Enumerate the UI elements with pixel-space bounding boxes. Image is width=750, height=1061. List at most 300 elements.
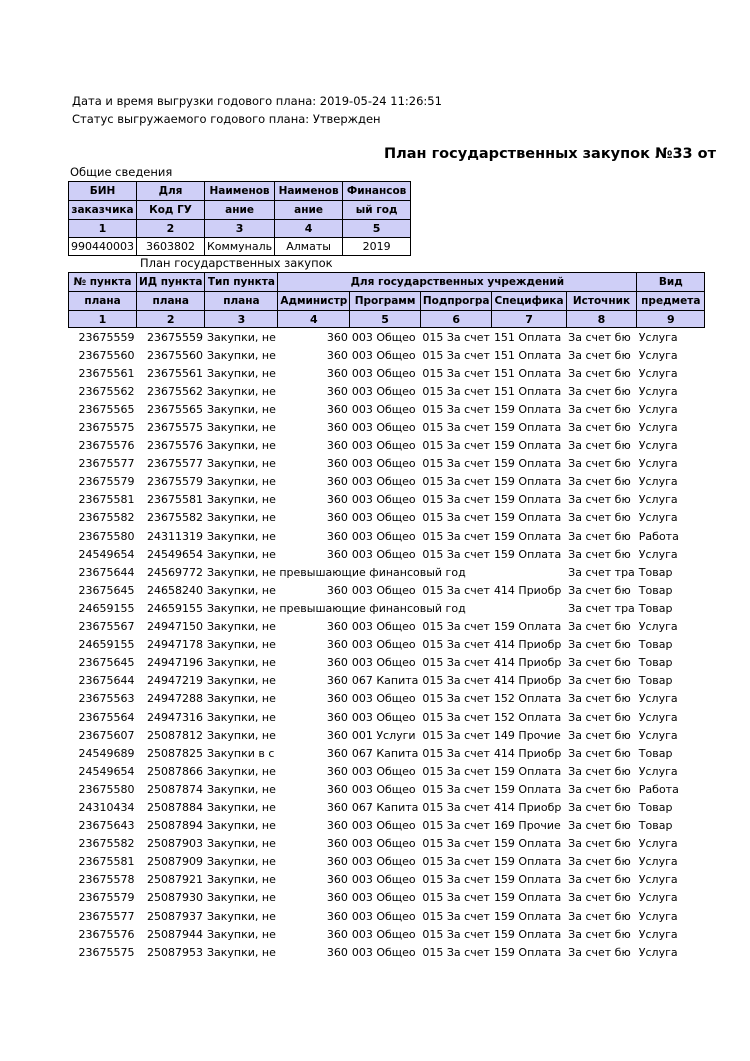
specific-cell: 169 Прочие (493, 819, 561, 833)
plan-subheader-cell: Подпрогра (420, 292, 492, 311)
subprogram-cell: 015 За счет (422, 348, 490, 362)
plan-type-cell: Закупки, не (206, 855, 276, 869)
program-cell: 003 Общео (351, 782, 416, 796)
subject-type-cell: Товар (638, 819, 673, 833)
subject-type-cell: Услуга (638, 692, 678, 706)
subject-type-cell: Услуга (638, 764, 678, 778)
specific-cell: 159 Оплата (493, 620, 562, 634)
plan-number-cell: 23675643 (78, 819, 135, 833)
subject-type-cell: Услуга (638, 855, 678, 869)
general-info-table (68, 181, 411, 256)
table-row (69, 690, 705, 708)
plan-type-cell: Закупки, не (206, 421, 276, 435)
plan-type-cell: Закупки, не превышающие финансовый год (206, 601, 466, 615)
subject-type-cell: Услуга (638, 927, 678, 941)
plan-header-cell: плана (205, 292, 278, 311)
specific-cell: 159 Оплата (493, 457, 562, 471)
subject-type-cell: Услуга (638, 366, 678, 380)
program-cell: 003 Общео (351, 583, 416, 597)
plan-type-cell: Закупки, не (206, 728, 276, 742)
administrator-cell: 360 (326, 927, 348, 941)
column-number-cell: 2 (137, 311, 205, 328)
specific-cell: 152 Оплата (493, 692, 562, 706)
plan-type-cell: Закупки, не (206, 583, 276, 597)
program-cell: 003 Общео (351, 547, 416, 561)
plan-header-cell: ИД пункта (137, 273, 205, 292)
plan-type-cell: Закупки в с (206, 746, 275, 760)
general-header-cell: Код ГУ (137, 201, 205, 220)
subprogram-cell: 015 За счет (422, 529, 490, 543)
plan-id-cell: 25087894 (146, 819, 203, 833)
source-cell: За счет бю (568, 638, 631, 652)
plan-type-cell: Закупки, не (206, 656, 276, 670)
plan-number-cell: 23675607 (78, 728, 135, 742)
administrator-cell: 360 (326, 855, 348, 869)
plan-type-cell: Закупки, не превышающие финансовый год (206, 565, 466, 579)
plan-type-cell: Закупки, не (206, 620, 276, 634)
plan-number-cell: 23675562 (78, 384, 135, 398)
plan-id-cell: 23675581 (146, 493, 203, 507)
program-cell: 003 Общео (351, 945, 416, 959)
subject-type-cell: Услуга (638, 457, 678, 471)
general-header-cell: Наименов (205, 182, 275, 201)
general-data-row (69, 238, 411, 256)
specific-cell: 151 Оплата (493, 348, 562, 362)
specific-cell: 149 Прочие (493, 728, 561, 742)
plan-id-cell: 24569772 (146, 565, 203, 579)
table-row (69, 418, 705, 436)
program-cell: 003 Общео (351, 837, 416, 851)
plan-id-cell: 24549654 (146, 547, 203, 561)
source-cell: За счет бю (568, 348, 631, 362)
plan-type-cell: Закупки, не (206, 800, 276, 814)
source-cell: За счет бю (568, 384, 631, 398)
source-cell: За счет бю (568, 728, 631, 742)
administrator-cell: 360 (326, 800, 348, 814)
specific-cell: 414 Приобр (493, 746, 562, 760)
general-header-cell: ание (205, 201, 275, 220)
specific-cell: 151 Оплата (493, 384, 562, 398)
table-row (69, 835, 705, 853)
plan-number-cell: 23675575 (78, 421, 135, 435)
table-row (69, 346, 705, 364)
table-row (69, 491, 705, 509)
plan-number-cell: 23675560 (78, 348, 135, 362)
specific-cell: 159 Оплата (493, 511, 562, 525)
plan-number-cell: 24659155 (78, 638, 135, 652)
subject-type-cell: Товар (638, 638, 673, 652)
table-row (69, 762, 705, 780)
column-number-cell: 9 (637, 311, 705, 328)
specific-cell: 159 Оплата (493, 439, 562, 453)
source-cell: За счет бю (568, 692, 631, 706)
administrator-cell: 360 (326, 782, 348, 796)
specific-cell: 159 Оплата (493, 475, 562, 489)
subprogram-cell: 015 За счет (422, 402, 490, 416)
subprogram-cell: 015 За счет (422, 384, 490, 398)
plan-type-cell: Закупки, не (206, 819, 276, 833)
general-header-cell: ый год (343, 201, 411, 220)
column-number-cell: 5 (343, 220, 411, 238)
program-cell: 003 Общео (351, 692, 416, 706)
column-number-cell: 1 (69, 311, 137, 328)
plan-subheader-cell: Программ (350, 292, 421, 311)
subprogram-cell: 015 За счет (422, 782, 490, 796)
subject-type-cell: Услуга (638, 402, 678, 416)
plan-number-cell: 23675644 (78, 674, 135, 688)
column-number-cell: 2 (137, 220, 205, 238)
table-row (69, 545, 705, 563)
source-cell: За счет бю (568, 620, 631, 634)
plan-id-cell: 23675577 (146, 457, 203, 471)
column-number-cell: 1 (69, 220, 137, 238)
plan-status: Статус выгружаемого годового плана: Утвержден (72, 112, 381, 126)
specific-cell: 159 Оплата (493, 547, 562, 561)
administrator-cell: 360 (326, 909, 348, 923)
general-header-cell: Для (137, 182, 205, 201)
administrator-cell: 360 (326, 692, 348, 706)
specific-cell: 159 Оплата (493, 529, 562, 543)
table-row (69, 726, 705, 744)
administrator-cell: 360 (326, 457, 348, 471)
plan-id-cell: 24658240 (146, 583, 203, 597)
subject-type-cell: Услуга (638, 620, 678, 634)
table-row (69, 599, 705, 617)
subject-type-cell: Услуга (638, 493, 678, 507)
subprogram-cell: 015 За счет (422, 855, 490, 869)
subprogram-cell: 015 За счет (422, 746, 490, 760)
administrator-cell: 360 (326, 674, 348, 688)
plan-number-row (69, 311, 705, 328)
subprogram-cell: 015 За счет (422, 366, 490, 380)
source-cell: За счет бю (568, 493, 631, 507)
plan-id-cell: 25087909 (146, 855, 203, 869)
subprogram-cell: 015 За счет (422, 457, 490, 471)
subject-type-cell: Товар (638, 565, 673, 579)
program-cell: 067 Капита (351, 800, 419, 814)
subject-type-cell: Услуга (638, 945, 678, 959)
plan-id-cell: 25087812 (146, 728, 203, 742)
table-row (69, 527, 705, 545)
plan-number-cell: 23675645 (78, 656, 135, 670)
plan-id-cell: 25087937 (146, 909, 203, 923)
administrator-cell: 360 (326, 638, 348, 652)
plan-type-cell: Закупки, не (206, 764, 276, 778)
source-cell: За счет бю (568, 402, 631, 416)
plan-type-cell: Закупки, не (206, 638, 276, 652)
administrator-cell: 360 (326, 819, 348, 833)
administrator-cell: 360 (326, 945, 348, 959)
plan-number-cell: 23675564 (78, 710, 135, 724)
administrator-cell: 360 (326, 764, 348, 778)
plan-id-cell: 23675576 (146, 439, 203, 453)
subprogram-cell: 015 За счет (422, 656, 490, 670)
general-header-cell: заказчика (69, 201, 137, 220)
source-cell: За счет бю (568, 475, 631, 489)
subprogram-cell: 015 За счет (422, 439, 490, 453)
source-cell: За счет бю (568, 421, 631, 435)
administrator-cell: 360 (326, 493, 348, 507)
plan-header-group: Для государственных учреждений (278, 273, 637, 292)
source-cell: За счет бю (568, 945, 631, 959)
source-cell: За счет бю (568, 547, 631, 561)
program-cell: 003 Общео (351, 927, 416, 941)
source-cell: За счет бю (568, 457, 631, 471)
plan-type-cell: Закупки, не (206, 927, 276, 941)
plan-header-cell: № пункта (69, 273, 137, 292)
specific-cell: 159 Оплата (493, 782, 562, 796)
subject-type-cell: Услуга (638, 384, 678, 398)
plan-id-cell: 23675579 (146, 475, 203, 489)
plan-number-cell: 23675561 (78, 366, 135, 380)
table-row (69, 817, 705, 835)
plan-id-cell: 24311319 (146, 529, 203, 543)
subject-type-cell: Услуга (638, 710, 678, 724)
column-number-cell: 8 (566, 311, 637, 328)
program-cell: 003 Общео (351, 638, 416, 652)
administrator-cell: 360 (326, 656, 348, 670)
table-row (69, 509, 705, 527)
program-cell: 003 Общео (351, 439, 416, 453)
program-cell: 003 Общео (351, 330, 416, 344)
plan-type-cell: Закупки, не (206, 475, 276, 489)
plan-number-cell: 23675576 (78, 439, 135, 453)
table-row (69, 364, 705, 382)
program-cell: 003 Общео (351, 764, 416, 778)
page-title: План государственных закупок №33 от (384, 146, 717, 162)
plan-id-cell: 25087884 (146, 800, 203, 814)
general-header-cell: БИН (69, 182, 137, 201)
administrator-cell: 360 (326, 710, 348, 724)
subject-type-cell: Товар (638, 656, 673, 670)
source-cell: За счет бю (568, 366, 631, 380)
subject-type-cell: Услуга (638, 837, 678, 851)
plan-number-cell: 23675645 (78, 583, 135, 597)
administrator-cell: 360 (326, 728, 348, 742)
table-row (69, 943, 705, 961)
administrator-cell: 360 (326, 439, 348, 453)
administrator-cell: 360 (326, 348, 348, 362)
plan-type-cell: Закупки, не (206, 710, 276, 724)
program-cell: 003 Общео (351, 511, 416, 525)
plan-header-cell: плана (137, 292, 205, 311)
plan-id-cell: 25087944 (146, 927, 203, 941)
plan-type-cell: Закупки, не (206, 348, 276, 362)
table-row (69, 853, 705, 871)
program-cell: 003 Общео (351, 710, 416, 724)
subject-type-cell: Услуга (638, 348, 678, 362)
table-row (69, 907, 705, 925)
plan-number-cell: 24549654 (78, 547, 135, 561)
column-number-cell: 4 (275, 220, 343, 238)
administrator-cell: 360 (326, 421, 348, 435)
source-cell: За счет бю (568, 819, 631, 833)
subprogram-cell: 015 За счет (422, 692, 490, 706)
plan-id-cell: 24947150 (146, 620, 203, 634)
column-number-cell: 6 (420, 311, 492, 328)
source-cell: За счет бю (568, 674, 631, 688)
subprogram-cell: 015 За счет (422, 873, 490, 887)
table-row (69, 780, 705, 798)
subject-type-cell: Услуга (638, 421, 678, 435)
column-number-cell: 5 (350, 311, 421, 328)
subprogram-cell: 015 За счет (422, 800, 490, 814)
table-row (69, 581, 705, 599)
plan-id-cell: 23675565 (146, 402, 203, 416)
specific-cell: 159 Оплата (493, 764, 562, 778)
program-cell: 003 Общео (351, 421, 416, 435)
plan-number-cell: 23675563 (78, 692, 135, 706)
subprogram-cell: 015 За счет (422, 620, 490, 634)
general-data-cell: 3603802 (137, 238, 205, 256)
program-cell: 003 Общео (351, 402, 416, 416)
plan-subheader-cell: Администр (278, 292, 350, 311)
plan-type-cell: Закупки, не (206, 909, 276, 923)
source-cell: За счет бю (568, 656, 631, 670)
program-cell: 003 Общео (351, 819, 416, 833)
column-number-cell: 3 (205, 311, 278, 328)
source-cell: За счет бю (568, 439, 631, 453)
program-cell: 003 Общео (351, 656, 416, 670)
general-header-cell: Финансов (343, 182, 411, 201)
source-cell: За счет бю (568, 800, 631, 814)
plan-number-cell: 23675579 (78, 891, 135, 905)
administrator-cell: 360 (326, 873, 348, 887)
plan-number-cell: 23675582 (78, 837, 135, 851)
plan-id-cell: 23675561 (146, 366, 203, 380)
plan-header-cell: плана (69, 292, 137, 311)
source-cell: За счет бю (568, 927, 631, 941)
general-number-row (69, 220, 411, 238)
plan-id-cell: 25087866 (146, 764, 203, 778)
plan-id-cell: 23675575 (146, 421, 203, 435)
program-cell: 003 Общео (351, 529, 416, 543)
plan-id-cell: 24947219 (146, 674, 203, 688)
source-cell: За счет бю (568, 855, 631, 869)
general-data-cell: 990440003 (69, 238, 137, 256)
source-cell: За счет бю (568, 330, 631, 344)
subprogram-cell: 015 За счет (422, 493, 490, 507)
plan-header-cell: Тип пункта (205, 273, 278, 292)
plan-header-row-1 (69, 273, 705, 292)
plan-type-cell: Закупки, не (206, 439, 276, 453)
subject-type-cell: Услуга (638, 475, 678, 489)
subject-type-cell: Услуга (638, 330, 678, 344)
table-row (69, 889, 705, 907)
subprogram-cell: 015 За счет (422, 909, 490, 923)
plan-type-cell: Закупки, не (206, 837, 276, 851)
plan-number-cell: 23675577 (78, 909, 135, 923)
subprogram-cell: 015 За счет (422, 421, 490, 435)
administrator-cell: 360 (326, 511, 348, 525)
plan-type-cell: Закупки, не (206, 366, 276, 380)
table-row (69, 636, 705, 654)
plan-header-cell: предмета (637, 292, 705, 311)
program-cell: 003 Общео (351, 493, 416, 507)
general-data-cell: Коммуналь (205, 238, 275, 256)
administrator-cell: 360 (326, 746, 348, 760)
plan-number-cell: 23675581 (78, 493, 135, 507)
general-header-row-2 (69, 201, 411, 220)
subject-type-cell: Товар (638, 800, 673, 814)
column-number-cell: 4 (278, 311, 350, 328)
source-cell: За счет бю (568, 583, 631, 597)
plan-number-cell: 23675565 (78, 402, 135, 416)
plan-type-cell: Закупки, не (206, 945, 276, 959)
administrator-cell: 360 (326, 475, 348, 489)
column-number-cell: 7 (492, 311, 566, 328)
table-row (69, 798, 705, 816)
source-cell: За счет тра (568, 601, 635, 615)
program-cell: 003 Общео (351, 891, 416, 905)
specific-cell: 159 Оплата (493, 873, 562, 887)
subprogram-cell: 015 За счет (422, 927, 490, 941)
subject-type-cell: Товар (638, 583, 673, 597)
source-cell: За счет бю (568, 837, 631, 851)
plan-id-cell: 24947316 (146, 710, 203, 724)
plan-id-cell: 23675560 (146, 348, 203, 362)
plan-id-cell: 25087825 (146, 746, 203, 760)
plan-number-cell: 23675581 (78, 855, 135, 869)
plan-type-cell: Закупки, не (206, 330, 276, 344)
table-row (69, 744, 705, 762)
plan-type-cell: Закупки, не (206, 891, 276, 905)
subject-type-cell: Услуга (638, 511, 678, 525)
plan-subheader-cell: Специфика (492, 292, 566, 311)
source-cell: За счет бю (568, 511, 631, 525)
plan-number-cell: 24549654 (78, 764, 135, 778)
table-row (69, 618, 705, 636)
table-row (69, 437, 705, 455)
general-data-cell: 2019 (343, 238, 411, 256)
subject-type-cell: Товар (638, 746, 673, 760)
general-header-row-1 (69, 182, 411, 201)
plan-type-cell: Закупки, не (206, 782, 276, 796)
column-number-cell: 3 (205, 220, 275, 238)
administrator-cell: 360 (326, 583, 348, 597)
subprogram-cell: 015 За счет (422, 891, 490, 905)
subprogram-cell: 015 За счет (422, 710, 490, 724)
subject-type-cell: Услуга (638, 547, 678, 561)
subprogram-cell: 015 За счет (422, 837, 490, 851)
specific-cell: 151 Оплата (493, 366, 562, 380)
subject-type-cell: Услуга (638, 728, 678, 742)
program-cell: 003 Общео (351, 873, 416, 887)
plan-type-cell: Закупки, не (206, 529, 276, 543)
program-cell: 003 Общео (351, 909, 416, 923)
plan-type-cell: Закупки, не (206, 547, 276, 561)
plan-type-cell: Закупки, не (206, 692, 276, 706)
general-header-cell: Наименов (275, 182, 343, 201)
subject-type-cell: Услуга (638, 439, 678, 453)
plan-type-cell: Закупки, не (206, 674, 276, 688)
plan-number-cell: 23675579 (78, 475, 135, 489)
program-cell: 003 Общео (351, 475, 416, 489)
administrator-cell: 360 (326, 402, 348, 416)
plan-id-cell: 23675559 (146, 330, 203, 344)
plan-id-cell: 25087953 (146, 945, 203, 959)
subprogram-cell: 015 За счет (422, 330, 490, 344)
plan-id-cell: 25087874 (146, 782, 203, 796)
plan-type-cell: Закупки, не (206, 493, 276, 507)
subprogram-cell: 015 За счет (422, 583, 490, 597)
specific-cell: 414 Приобр (493, 674, 562, 688)
subject-type-cell: Услуга (638, 873, 678, 887)
program-cell: 003 Общео (351, 620, 416, 634)
plan-id-cell: 24947196 (146, 656, 203, 670)
plan-number-cell: 23675567 (78, 620, 135, 634)
administrator-cell: 360 (326, 620, 348, 634)
